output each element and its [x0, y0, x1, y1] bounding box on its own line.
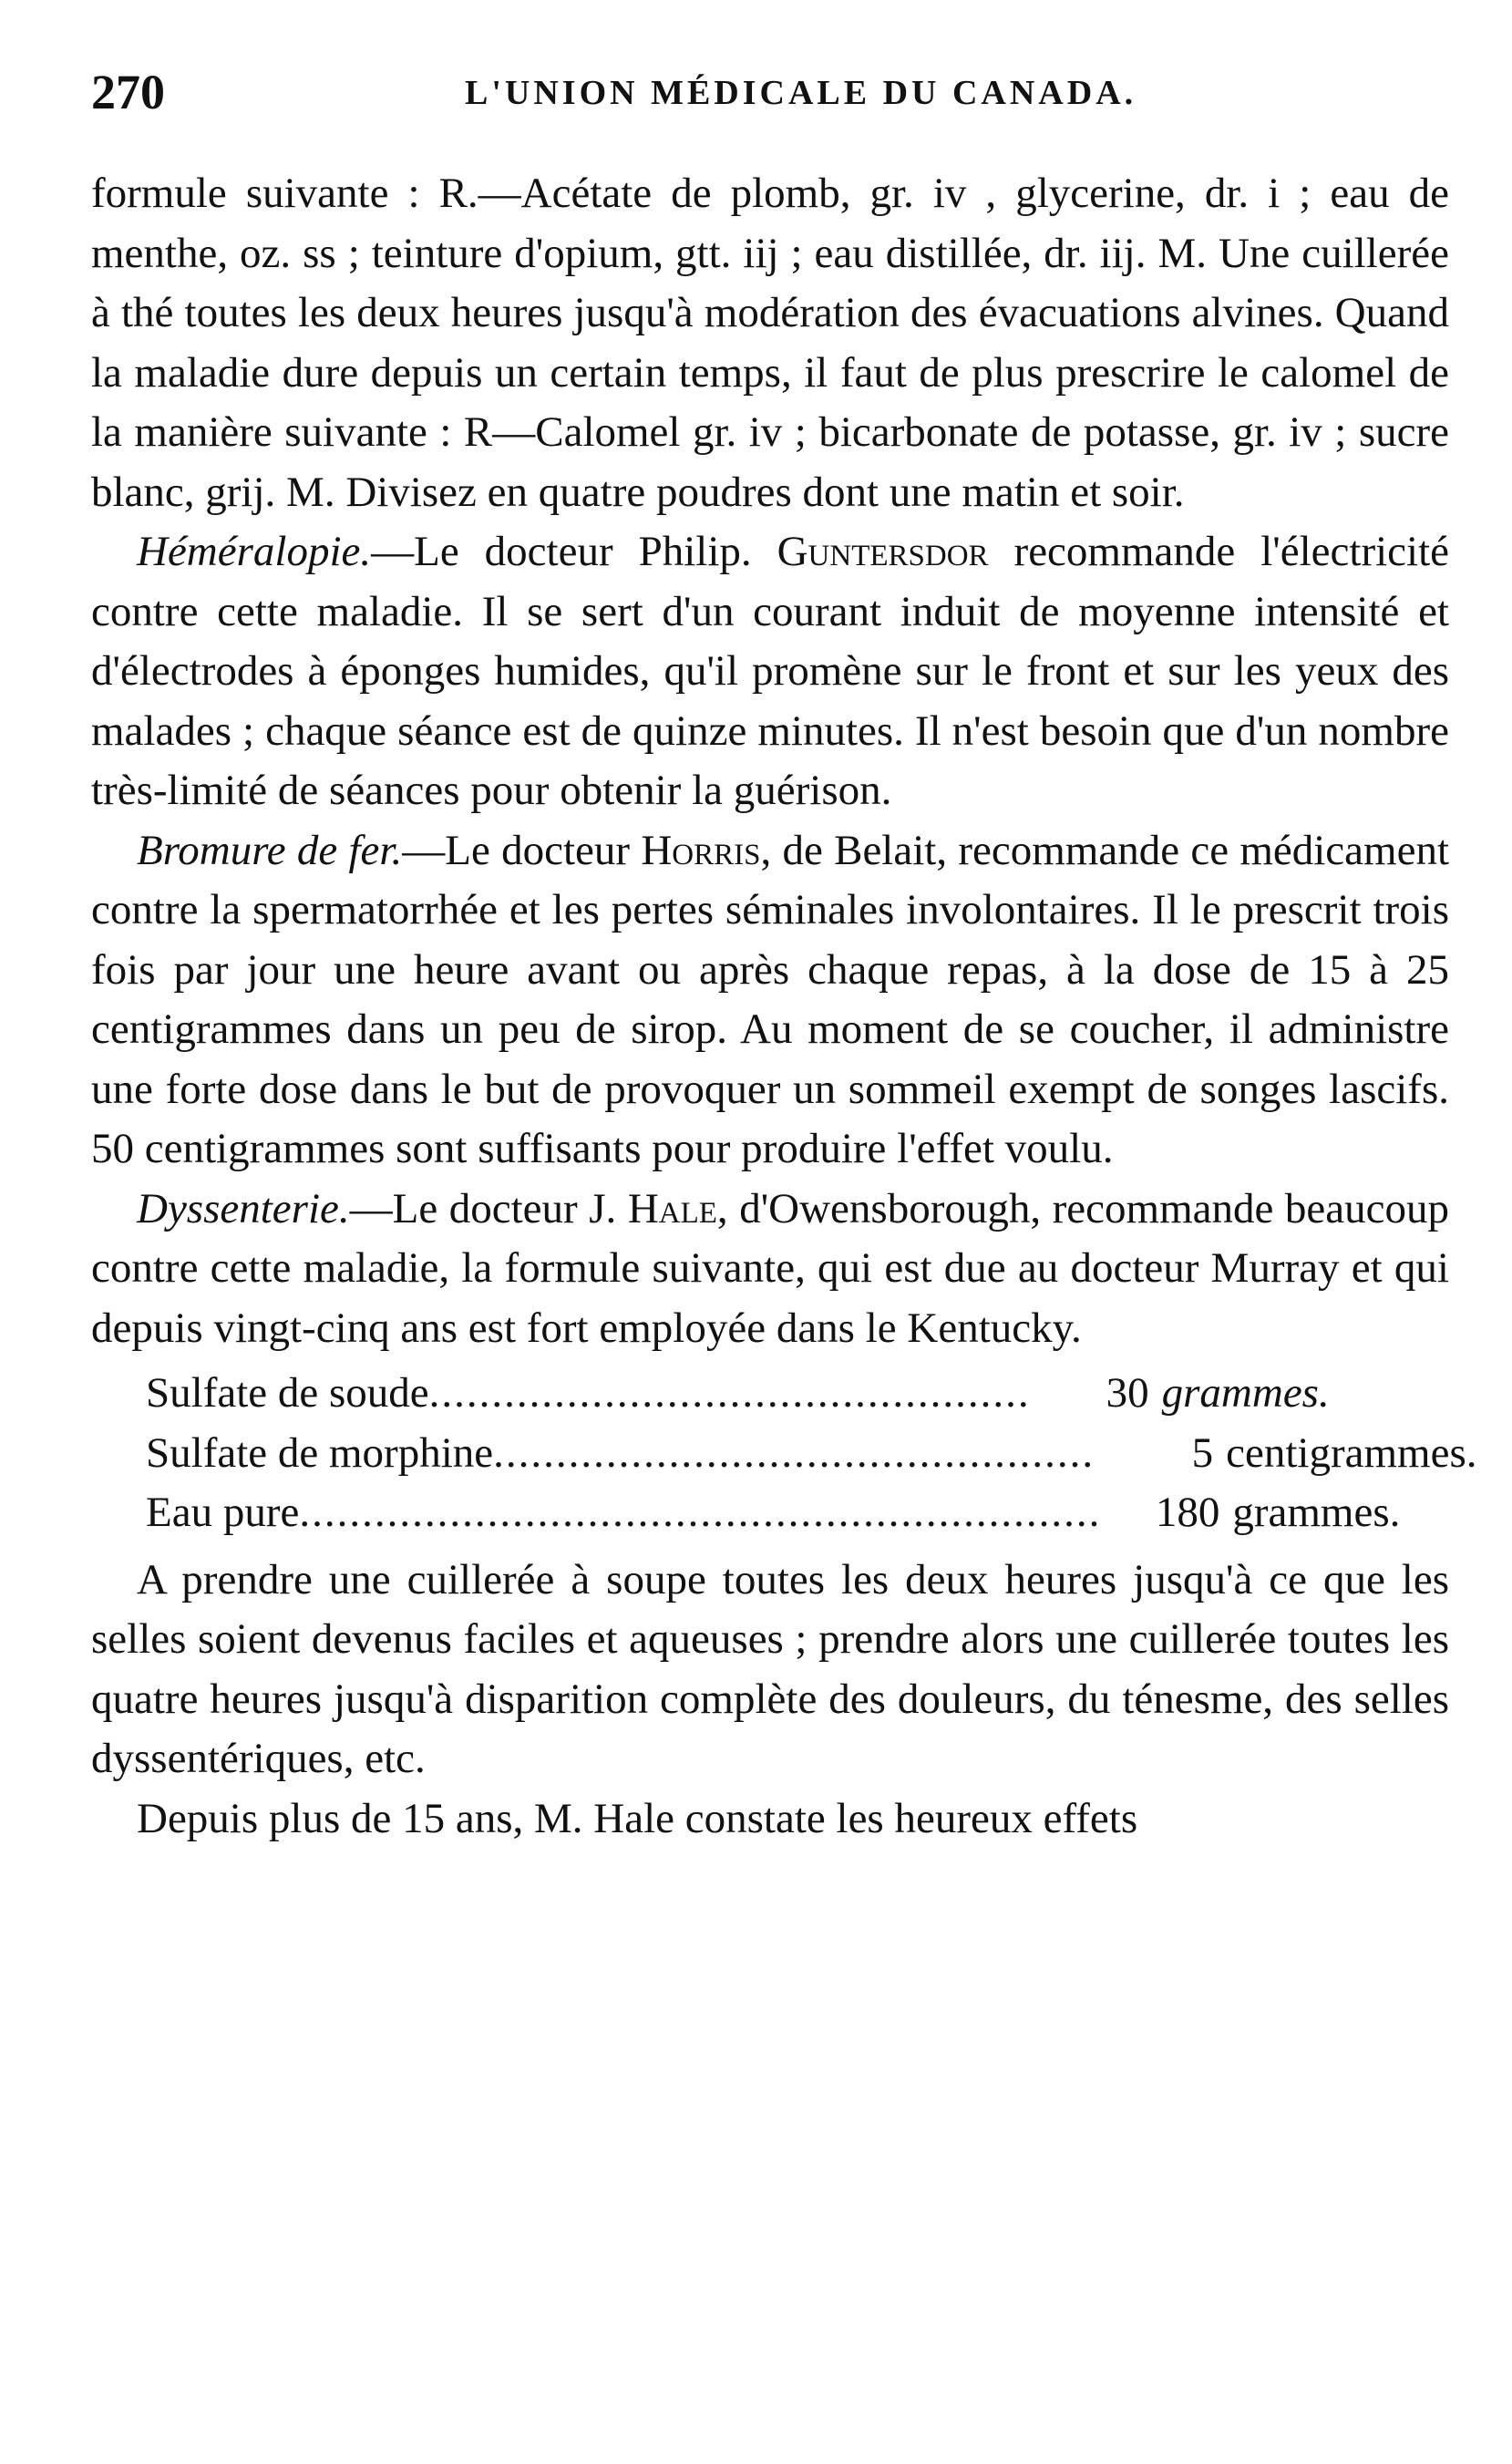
paragraph-text: —Le docteur J.	[349, 1184, 628, 1232]
ingredient-quantity	[1095, 1424, 1477, 1484]
page-header	[91, 64, 1440, 137]
ingredient-name: Sulfate de soude	[146, 1369, 429, 1417]
page-number: 270	[91, 65, 165, 119]
article-body	[91, 164, 1477, 1849]
ingredient-amount: 180	[1155, 1489, 1220, 1536]
author-name: Guntersdor	[777, 528, 989, 575]
running-title: L'UNION MÉDICALE DU CANADA.	[465, 74, 1137, 112]
paragraph-bromure-de-fer	[91, 821, 1449, 1180]
paragraph-hemeralopie	[91, 522, 1449, 821]
leader-dots: ................................................	[493, 1428, 1095, 1477]
paragraph-text: , d'Owensborough, recommande beaucoup contre cette maladie, la formule suivante, qui est due au docteur Murray et qui depuis vingt-cinq ans est fort employée dans le Kentucky.	[91, 1184, 1449, 1352]
ingredient-amount: 5	[1191, 1428, 1214, 1477]
ingredient-quantity	[1031, 1364, 1414, 1424]
ingredient-name: Eau pure	[146, 1489, 300, 1536]
formula-row	[146, 1483, 1401, 1543]
ingredient-name: Sulfate de morphine	[146, 1428, 494, 1477]
ingredient-quantity	[1101, 1483, 1484, 1543]
formula-row	[146, 1424, 1477, 1484]
paragraph-formula-continuation: formule suivante : R.—Acétate de plomb, gr. iv , glycerine, dr. i ; eau de menthe, oz. ss ; teinture d'opium, gtt. iij ; eau distillée, dr. iij. M. Une cuillerée à thé toutes les deux heures jusqu'à modération des évacuations alvines. Quand la maladie dure depuis un certain temps, il faut de plus prescrire le calomel de la manière suivante : R—Calomel gr. iv ; bicarbonate de potasse, gr. iv ; sucre blanc, grij. M. Divisez en quatre poudres dont une matin et soir.	[91, 170, 1449, 516]
paragraph-text: , de Belait, recommande ce médicament contre la spermatorrhée et les pertes séminales involontaires. Il le prescrit trois fois par jour une heure avant ou après chaque repas, à la dose de 15 à 25 centigrammes dans un peu de sirop. Au moment de se coucher, il administre une forte dose dans le but de provoquer un sommeil exempt de songes lascifs. 50 centigrammes sont suffisants pour produire l'effet voulu.	[91, 826, 1450, 1172]
leader-dots: ................................................	[428, 1369, 1031, 1417]
author-name: Hale	[627, 1184, 717, 1232]
section-lead-bromure: Bromure de fer.	[137, 826, 403, 874]
ingredient-amount: 30	[1106, 1369, 1149, 1417]
paragraph-text: recommande l'électricité contre cette maladie. Il se sert d'un courant induit de moyenne intensité et d'électrodes à éponges humides, qu'il promène sur le front et sur les yeux des malades ; chaque séance est de quinze minutes. Il n'est besoin que d'un nombre très-limité de séances pour obtenir la guérison.	[91, 528, 1449, 814]
author-name: Horris	[641, 826, 761, 874]
leader-dots: ................................................................	[299, 1489, 1102, 1536]
paragraph-text: —Le docteur Philip.	[371, 528, 777, 575]
ingredient-unit: grammes.	[1232, 1489, 1401, 1536]
section-lead-dyssenterie: Dyssenterie.	[137, 1184, 350, 1232]
ingredient-unit: grammes.	[1161, 1369, 1330, 1417]
paragraph-hale-effects: Depuis plus de 15 ans, M. Hale constate les heureux effets	[137, 1794, 1138, 1842]
prescription-formula	[146, 1364, 1477, 1543]
paragraph-dyssenterie	[91, 1180, 1449, 1359]
section-lead-hemeralopie: Héméralopie.	[137, 528, 372, 575]
formula-row	[146, 1364, 1385, 1424]
ingredient-unit: centigrammes.	[1226, 1428, 1477, 1477]
paragraph-text: —Le docteur	[402, 826, 642, 874]
paragraph-dosage-instructions: A prendre une cuillerée à soupe toutes les deux heures jusqu'à ce que les selles soient devenus faciles et aqueuses ; prendre alors une cuillerée toutes les quatre heures jusqu'à disparition complète des douleurs, du ténesme, des selles dyssentériques, etc.	[91, 1555, 1449, 1782]
